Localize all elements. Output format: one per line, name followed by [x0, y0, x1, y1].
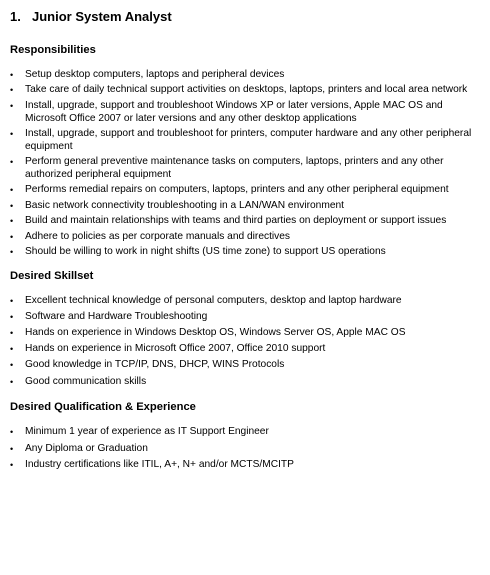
list-item-text: Install, upgrade, support and troubleshoot for printers, computer hardware and any other peripheral equipment — [25, 127, 472, 152]
list-item — [10, 156, 484, 182]
list-item — [10, 443, 484, 456]
list-item — [10, 200, 484, 213]
list-item — [10, 327, 484, 340]
list-item — [10, 459, 484, 472]
list-item — [10, 184, 484, 197]
bullet-icon: • — [10, 311, 14, 322]
list-item-text: Perform general preventive maintenance tasks on computers, laptops, printers and any other authorized peripheral equipment — [25, 156, 444, 180]
list-item — [10, 311, 484, 324]
job-number: 1. — [10, 9, 21, 24]
list-item-text: Take care of daily technical support activities on desktops, laptops, printers and local area network — [25, 84, 468, 96]
bullet-icon: • — [10, 328, 14, 339]
bullet-icon: • — [10, 70, 14, 80]
job-title: Junior System Analyst — [32, 9, 172, 24]
list-item-text: Good knowledge in TCP/IP, DNS, DHCP, WINS Protocols — [25, 359, 285, 371]
list-item-text: Good communication skills — [25, 375, 147, 387]
bullet-icon: • — [10, 85, 14, 96]
bullet-icon: • — [10, 427, 14, 438]
bullet-icon: • — [10, 459, 14, 470]
list-item — [10, 295, 484, 308]
section-heading-responsibilities: Responsibilities — [10, 44, 96, 56]
list-item-text: Performs remedial repairs on computers, laptops, printers and any other peripheral equipment — [25, 184, 449, 196]
section-heading-desired-skillset: Desired Skillset — [10, 269, 94, 282]
list-item-text: Excellent technical knowledge of personal computers, desktop and laptop hardware — [25, 294, 402, 306]
list-item-text: Any Diploma or Graduation — [25, 442, 148, 454]
bullet-icon: • — [10, 344, 14, 355]
list-item-text: Minimum 1 year of experience as IT Support Engineer — [25, 426, 269, 438]
list-item-text: Basic network connectivity troubleshooting in a LAN/WAN environment — [25, 199, 344, 211]
list-item-text: Hands on experience in Windows Desktop OS, Windows Server OS, Apple MAC OS — [25, 327, 406, 339]
list-item-text: Setup desktop computers, laptops and peripheral devices — [25, 69, 285, 80]
bullet-icon: • — [10, 216, 14, 227]
bullet-icon: • — [10, 376, 14, 387]
qualifications-list — [10, 426, 484, 471]
list-item — [10, 128, 484, 154]
list-item — [10, 215, 484, 228]
list-item-text: Software and Hardware Troubleshooting — [25, 310, 208, 322]
bullet-icon: • — [10, 360, 14, 371]
list-item — [10, 246, 484, 259]
list-item — [10, 100, 484, 126]
section-heading-qualification-experience: Desired Qualification & Experience — [10, 401, 196, 414]
bullet-icon: • — [10, 246, 14, 257]
list-item — [10, 84, 484, 97]
responsibilities-list — [10, 69, 484, 259]
list-item — [10, 426, 484, 439]
list-item — [10, 376, 484, 389]
bullet-icon: • — [10, 185, 14, 196]
list-item-text: Hands on experience in Microsoft Office 2007, Office 2010 support — [25, 343, 326, 355]
bullet-icon: • — [10, 200, 14, 211]
list-item-text: Adhere to policies as per corporate manuals and directives — [25, 230, 291, 242]
bullet-icon: • — [10, 157, 14, 168]
bullet-icon: • — [10, 231, 14, 242]
list-item — [10, 359, 484, 372]
list-item-text: Should be willing to work in night shifts (US time zone) to support US operations — [25, 245, 386, 257]
skillset-list — [10, 295, 484, 389]
list-item — [10, 343, 484, 356]
job-title-heading — [10, 8, 484, 26]
list-item — [10, 231, 484, 244]
bullet-icon: • — [10, 100, 14, 111]
list-item-text: Industry certifications like ITIL, A+, N+ and/or MCTS/MCITP — [25, 458, 294, 470]
list-item-text: Build and maintain relationships with teams and third parties on deployment or support issues — [25, 215, 447, 227]
list-item-text: Install, upgrade, support and troubleshoot Windows XP or later versions, Apple MAC OS and Microsoft Office 2007 or later versions and any other desktop applications — [25, 99, 443, 124]
bullet-icon: • — [10, 295, 14, 306]
list-item — [10, 69, 484, 82]
bullet-icon: • — [10, 443, 14, 454]
bullet-icon: • — [10, 128, 14, 139]
job-description-document — [10, 8, 484, 484]
